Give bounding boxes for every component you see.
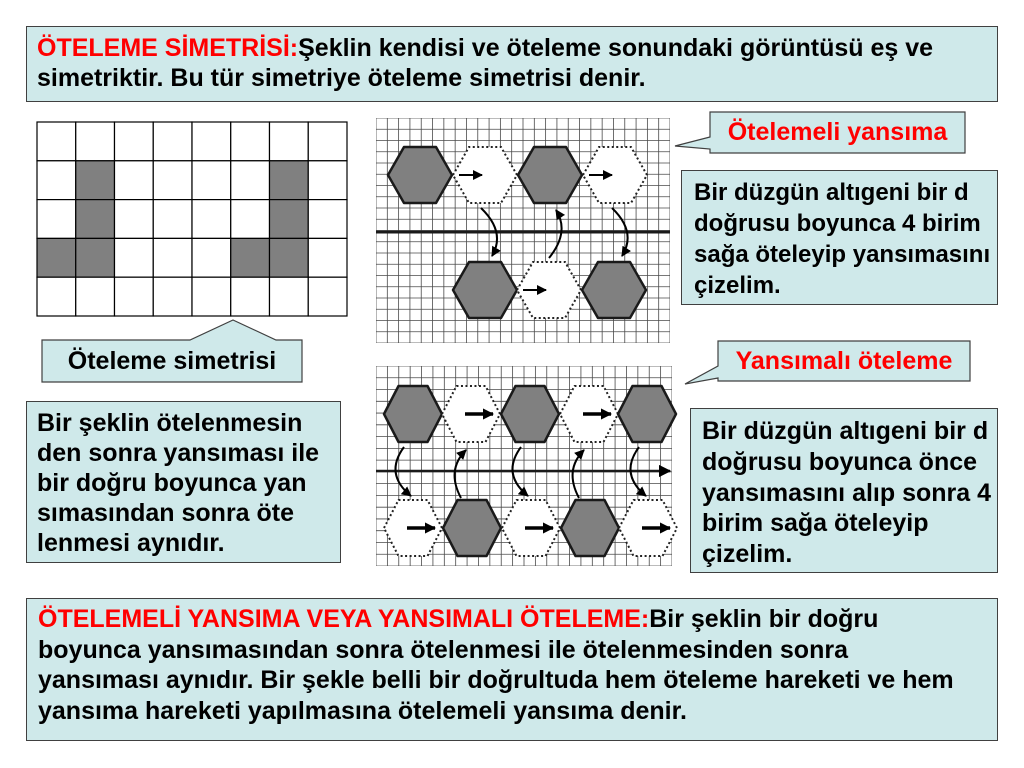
grid-cell [308, 200, 347, 239]
translation-symmetry-note [26, 401, 341, 563]
curved-arrow-icon [549, 210, 562, 258]
grid-cell-shaded [270, 200, 309, 239]
grid-cell [37, 277, 76, 316]
grid-cell [115, 200, 154, 239]
grid-cell [153, 122, 192, 161]
grid-cell [153, 161, 192, 200]
definition-line: boyunca yansımasından sonra ötelenmesi ile ötelenmesinden sonra [38, 635, 848, 664]
definition-line: yansıma hareketi yapılmasına ötelemeli yansıma denir. [38, 697, 687, 726]
grid-cell [192, 161, 231, 200]
grid-cell-shaded [37, 238, 76, 277]
note-line: yansımasını alıp sonra 4 [702, 478, 992, 507]
definition-text: Şeklin kendisi ve öteleme sonundaki görüntüsü eş ve [298, 34, 934, 62]
note-line: Bir düzgün altıgeni bir d [702, 417, 989, 445]
note-line: birim sağa öteleyip [702, 509, 929, 538]
grid-cell [153, 277, 192, 316]
note-line: den sonra yansıması ile [37, 439, 320, 467]
callout-label: Yansımalı öteleme [735, 347, 953, 375]
grid-cell [192, 238, 231, 277]
note-line: çizelim. [694, 272, 781, 299]
grid-cell [37, 200, 76, 239]
grid-cell [308, 277, 347, 316]
grid-cell [115, 277, 154, 316]
callout-label: Ötelemeli yansıma [727, 118, 948, 146]
hexagon-shaded [443, 500, 501, 556]
note-line: doğrusu boyunca önce [702, 447, 978, 476]
grid-cell [308, 238, 347, 277]
grid-cell [192, 200, 231, 239]
grid-cell [192, 122, 231, 161]
grid-cell [192, 277, 231, 316]
reflection-translation-note [690, 408, 998, 573]
grid-cell [231, 200, 270, 239]
grid-cell-shaded [270, 161, 309, 200]
grid-cell [308, 161, 347, 200]
note-line: çizelim. [702, 540, 793, 568]
reflection-translation-diagram [376, 366, 677, 566]
grid-cell [270, 122, 309, 161]
definition-line: simetriktir. Bu tür simetriye öteleme simetrisi denir. [37, 64, 646, 92]
callout-label: Öteleme simetrisi [67, 347, 277, 375]
definition-line [37, 33, 997, 63]
note-line: sağa öteleyip yansımasını [694, 241, 991, 268]
hexagon-shaded [501, 386, 559, 442]
definition-line [38, 604, 997, 635]
curved-arrow-icon [573, 450, 584, 498]
grid-cell [76, 277, 115, 316]
grid-cell [153, 200, 192, 239]
grid-cell [37, 122, 76, 161]
definition-text: Bir şeklin bir doğru [649, 605, 879, 633]
curved-arrow-icon [455, 450, 466, 498]
grid-cell [308, 122, 347, 161]
note-line: lenmesi aynıdır. [37, 529, 225, 557]
grid-cell [270, 277, 309, 316]
grid-cell-shaded [76, 238, 115, 277]
grid-cell [231, 122, 270, 161]
translation-symmetry-grid [37, 122, 347, 316]
hexagon-shaded [388, 147, 452, 203]
grid-cell [115, 238, 154, 277]
grid-cell [115, 161, 154, 200]
note-line: bir doğru boyunca yan [37, 469, 307, 497]
note-line: doğrusu boyunca 4 birim [694, 210, 981, 237]
grid-cell-shaded [270, 238, 309, 277]
note-line: sımasından sonra öte [37, 499, 295, 527]
definition-line: yansıması aynıdır. Bir şekle belli bir doğrultuda hem öteleme hareketi ve hem [38, 666, 954, 695]
definition-glide-reflection [26, 598, 998, 741]
grid-cell [76, 122, 115, 161]
hexagon-shaded [518, 147, 582, 203]
grid-cell-shaded [76, 161, 115, 200]
grid-cell [231, 277, 270, 316]
glide-reflection-diagram [376, 118, 670, 343]
grid-cell-shaded [76, 200, 115, 239]
grid-cell [115, 122, 154, 161]
grid-cell [37, 161, 76, 200]
note-line: Bir düzgün altıgeni bir d [694, 179, 969, 206]
definition-title: ÖTELEMELİ YANSIMA VEYA YANSIMALI ÖTELEME: [38, 605, 650, 633]
grid-cell [231, 161, 270, 200]
note-line: Bir şeklin ötelenmesin [37, 409, 303, 437]
grid-cell-shaded [231, 238, 270, 277]
glide-reflection-note [681, 170, 998, 305]
definition-translation-symmetry [26, 26, 998, 102]
grid-cell [153, 238, 192, 277]
definition-title: ÖTELEME SİMETRİSİ: [37, 34, 299, 62]
